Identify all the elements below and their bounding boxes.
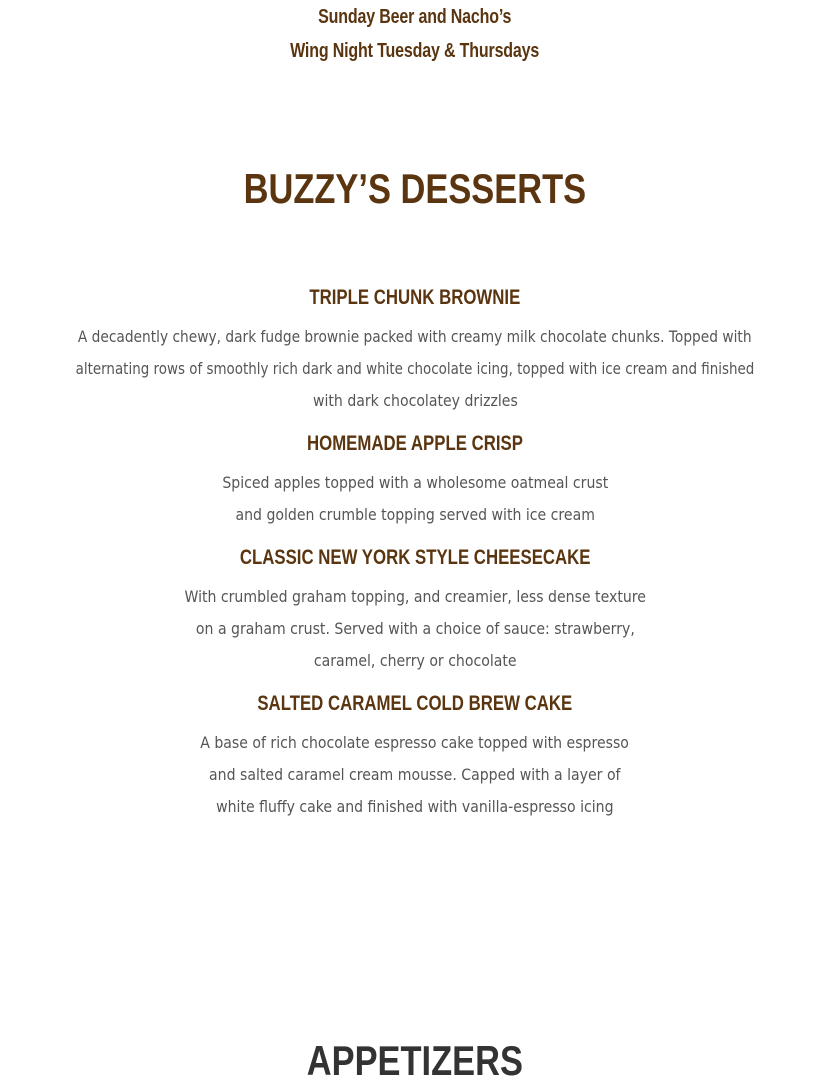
menu-item-description (0, 727, 830, 823)
menu-item-description (0, 581, 830, 677)
menu-item-title (0, 545, 830, 575)
promo-line-sunday (0, 4, 830, 32)
description-line: with dark chocolatey drizzles (312, 391, 518, 410)
menu-item-name: TRIPLE CHUNK BROWNIE (309, 286, 521, 309)
description-line: and salted caramel cream mousse. Capped with a layer of (209, 765, 621, 784)
description-line: A base of rich chocolate espresso cake topped with espresso (200, 733, 630, 752)
menu-item-name: CLASSIC NEW YORK STYLE CHEESECAKE (239, 546, 591, 569)
description-line: Spiced apples topped with a wholesome oatmeal crust (222, 473, 608, 492)
menu-item-name: SALTED CARAMEL COLD BREW CAKE (257, 692, 573, 715)
section-title-text: BUZZY’S DESSERTS (243, 165, 587, 212)
description-line: on a graham crust. Served with a choice of sauce: strawberry, (195, 619, 635, 638)
section-title-text: APPETIZERS (306, 1037, 524, 1084)
promo-text: Wing Night Tuesday & Thursdays (290, 40, 540, 62)
menu-item-title (0, 285, 830, 315)
menu-item-description (0, 467, 830, 531)
description-line: alternating rows of smoothly rich dark and white chocolate icing, topped with ice cream and finished (75, 359, 755, 378)
section-title-desserts (0, 164, 830, 220)
menu-item-title (0, 431, 830, 461)
description-line: and golden crumble topping served with ice cream (235, 505, 595, 524)
promo-line-wing-night (0, 38, 830, 66)
section-title-appetizers (0, 1036, 830, 1092)
description-line: With crumbled graham topping, and creamier, less dense texture (184, 587, 646, 606)
menu-item-title (0, 691, 830, 721)
description-line: white fluffy cake and finished with vanilla-espresso icing (216, 797, 614, 816)
menu-item-description (0, 321, 830, 417)
description-line: A decadently chewy, dark fudge brownie packed with creamy milk chocolate chunks. Topped with (78, 327, 752, 346)
menu-item-name: HOMEMADE APPLE CRISP (307, 432, 523, 455)
description-line: caramel, cherry or chocolate (313, 651, 517, 670)
promo-text: Sunday Beer and Nacho’s (318, 6, 512, 28)
